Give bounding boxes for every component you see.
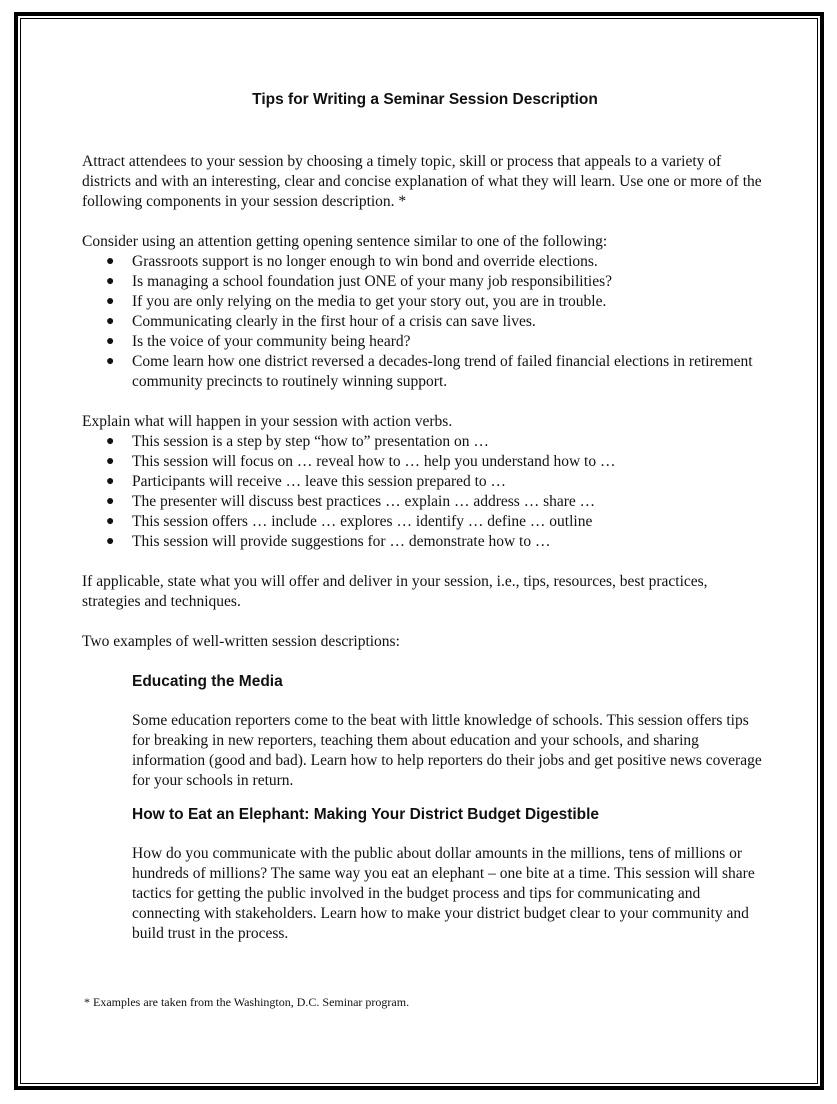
example-body: How do you communicate with the public about dollar amounts in the millions, tens of millions or hundreds of millions? The same way you eat an elephant – one bite at a time. This session will share tactics for getting the public involved in the budget process and tips for communicating and connecting with stakeholders. Learn how to make your district budget clear to your community and build trust in the process. [132,845,755,942]
document-body [82,90,762,958]
example-eat-an-elephant [132,805,762,944]
example-body: Some education reporters come to the beat with little knowledge of schools. This session offers tips for breaking in new reporters, teaching them about education and your schools, and sharing information (good and bad). Learn how to help reporters do their jobs and get positive news coverage for your schools in return. [132,712,762,789]
bullet-icon: ● [106,514,115,529]
list-item: ● If you are only relying on the media to get your story out, you are in trouble. [106,293,607,310]
bullet-icon: ● [106,434,115,449]
bullet-icon: ● [106,354,115,369]
opening-list [82,252,762,392]
actions-lead: Explain what will happen in your session with action verbs. [82,413,453,430]
list-item: ● Communicating clearly in the first hour of a crisis can save lives. [106,313,536,330]
bullet-icon: ● [106,314,115,329]
list-item: ● Is the voice of your community being heard? [106,333,411,350]
offer-paragraph: If applicable, state what you will offer and deliver in your session, i.e., tips, resources, best practices, strategies and techniques. [82,573,708,610]
bullet-icon: ● [106,334,115,349]
example-title: How to Eat an Elephant: Making Your District Budget Digestible [132,806,600,823]
bullet-icon: ● [106,494,115,509]
bullet-icon: ● [106,534,115,549]
intro-paragraph: Attract attendees to your session by choosing a timely topic, skill or process that appeals to a variety of districts and with an interesting, clear and concise explanation of what they will learn. Use one or more of the following components in your session description. * [82,153,762,210]
opening-lead: Consider using an attention getting opening sentence similar to one of the following: [82,233,608,250]
footnote: * Examples are taken from the Washington, D.C. Seminar program. [84,995,410,1009]
bullet-icon: ● [106,454,115,469]
list-item: ● Grassroots support is no longer enough to win bond and override elections. [106,253,598,270]
list-item: ● This session is a step by step “how to” presentation on … [106,433,489,450]
list-item: ● This session will provide suggestions for … demonstrate how to … [106,533,551,550]
list-item: ● This session offers … include … explores … identify … define … outline [106,513,593,530]
actions-list [82,432,762,552]
list-item: ● Is managing a school foundation just ONE of your many job responsibilities? [106,273,612,290]
bullet-icon: ● [106,294,115,309]
list-item: ● Come learn how one district reversed a decades-long trend of failed financial elections in retirement community precincts to routinely winning support. [106,353,753,390]
document-title: Tips for Writing a Seminar Session Description [252,91,598,108]
list-item: ● The presenter will discuss best practices … explain … address … share … [106,493,596,510]
list-item: ● This session will focus on … reveal how to … help you understand how to … [106,453,616,470]
list-item: ● Participants will receive … leave this session prepared to … [106,473,507,490]
bullet-icon: ● [106,474,115,489]
examples-lead: Two examples of well-written session descriptions: [82,633,400,650]
bullet-icon: ● [106,254,115,269]
example-title: Educating the Media [132,673,283,690]
example-educating-the-media [132,672,762,791]
bullet-icon: ● [106,274,115,289]
